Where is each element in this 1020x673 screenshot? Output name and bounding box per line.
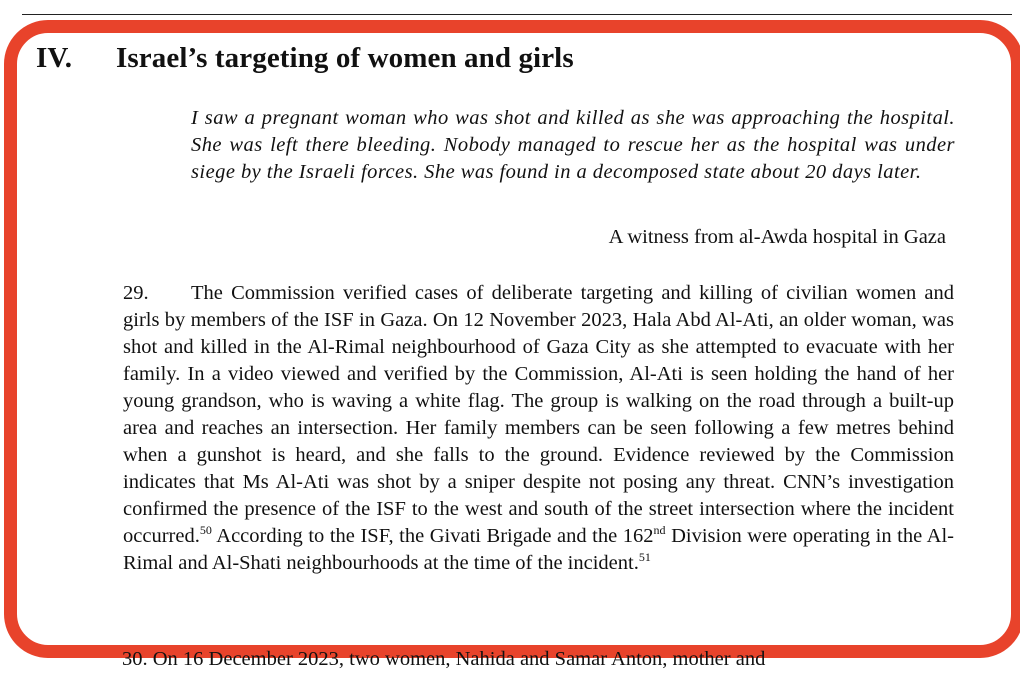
ordinal-suffix: nd <box>653 523 666 537</box>
paragraph-text-part2: According to the ISF, the Givati Brigade and the 162 <box>211 525 654 547</box>
page-top-rule <box>22 0 1012 15</box>
witness-quote: I saw a pregnant woman who was shot and killed as she was approaching the hospital. She was left there bleeding. Nobody managed to rescue her as the hospital was under siege by the Israeli forces. She was found in a decomposed state about 20 days later. <box>191 107 955 183</box>
section-heading <box>36 42 574 75</box>
section-title: Israel’s targeting of women and girls <box>116 42 574 74</box>
quote-attribution: A witness from al-Awda hospital in Gaza <box>608 226 946 248</box>
next-paragraph-fragment: 30. On 16 December 2023, two women, Nahida and Samar Anton, mother and <box>122 648 766 670</box>
footnote-ref-50[interactable]: 50 <box>199 523 212 537</box>
footnote-ref-51[interactable]: 51 <box>638 550 651 564</box>
paragraph-text-part1: The Commission verified cases of deliberate targeting and killing of civilian women and girls by members of the ISF in Gaza. On 12 November 2023, Hala Abd Al-Ati, an older woman, was shot and killed in the Al-Rimal neighbourhood of Gaza City as she attempted to evacuate with her family. In a video viewed and verified by the Commission, Al-Ati is seen holding the hand of her young grandson, who is waving a white flag. The group is walking on the road through a built-up area and reaches an intersection. Her family members can be seen following a few metres behind when a gunshot is heard, and she falls to the ground. Evidence reviewed by the Commission indicates that Ms Al-Ati was shot by a sniper despite not posing any threat. CNN’s investigation confirmed the presence of the ISF to the west and south of the street intersection where the incident occurred. <box>123 282 954 547</box>
paragraph-29 <box>123 280 954 577</box>
paragraph-number: 29. <box>123 282 149 304</box>
paragraph-text-part3: Division were operating in the Al-Rimal and Al-Shati neighbourhoods at the time of the incident. <box>123 525 954 574</box>
section-number: IV. <box>36 42 73 74</box>
